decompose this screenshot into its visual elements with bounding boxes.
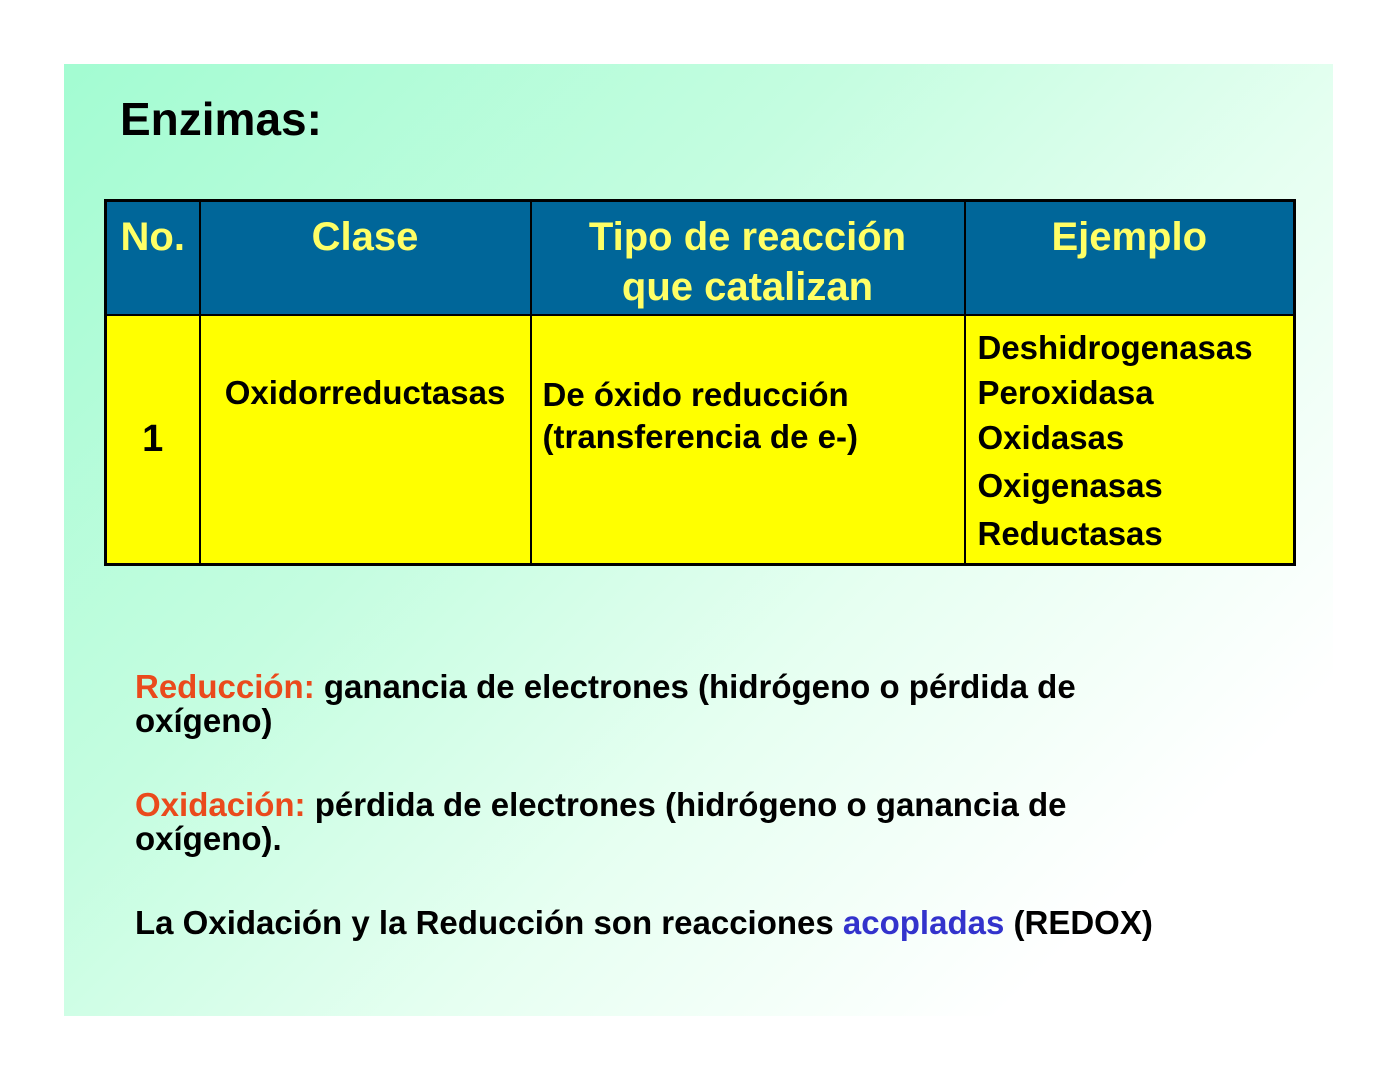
cell-clase: Oxidorreductasas	[200, 315, 531, 565]
slide	[64, 64, 1333, 1016]
term-oxidacion: Oxidación:	[135, 786, 306, 823]
header-tipo-line2: que catalizan	[621, 265, 874, 309]
definition-oxidacion	[135, 788, 1067, 856]
definition-reduccion-text-2: oxígeno)	[135, 702, 273, 739]
table-header-row	[106, 201, 1295, 315]
header-tipo	[531, 201, 965, 315]
redox-suffix: (REDOX)	[1004, 904, 1153, 941]
cell-no: 1	[106, 315, 200, 565]
definition-oxidacion-text-2: oxígeno).	[135, 820, 282, 857]
ejemplo-item: Oxidasas	[977, 418, 1125, 456]
definition-oxidacion-text: pérdida de electrones (hidrógeno o ganancia de	[305, 786, 1067, 823]
ejemplo-item: Deshidrogenasas	[977, 328, 1253, 366]
ejemplo-item: Peroxidasa	[977, 373, 1154, 411]
cell-tipo-line2: (transferencia de e-)	[542, 417, 858, 455]
redox-highlight: acopladas	[842, 904, 1005, 941]
term-reduccion: Reducción:	[135, 668, 315, 705]
ejemplo-item: Oxigenasas	[977, 466, 1163, 504]
table-row	[106, 315, 1295, 565]
ejemplo-item: Reductasas	[977, 514, 1163, 552]
cell-tipo-line1: De óxido reducción	[542, 375, 849, 413]
cell-tipo	[531, 315, 965, 565]
enzyme-table	[104, 199, 1296, 566]
redox-statement	[135, 906, 1153, 940]
header-no: No.	[106, 201, 200, 315]
redox-prefix: La Oxidación y la Reducción son reacciones	[135, 904, 843, 941]
header-clase: Clase	[200, 201, 531, 315]
definition-reduccion	[135, 670, 1076, 738]
definition-reduccion-text: ganancia de electrones (hidrógeno o pérdida de	[314, 668, 1076, 705]
header-tipo-line1: Tipo de reacción	[588, 215, 907, 259]
header-ejemplo: Ejemplo	[965, 201, 1295, 315]
cell-ejemplos	[965, 315, 1295, 565]
slide-title: Enzimas:	[120, 93, 322, 145]
